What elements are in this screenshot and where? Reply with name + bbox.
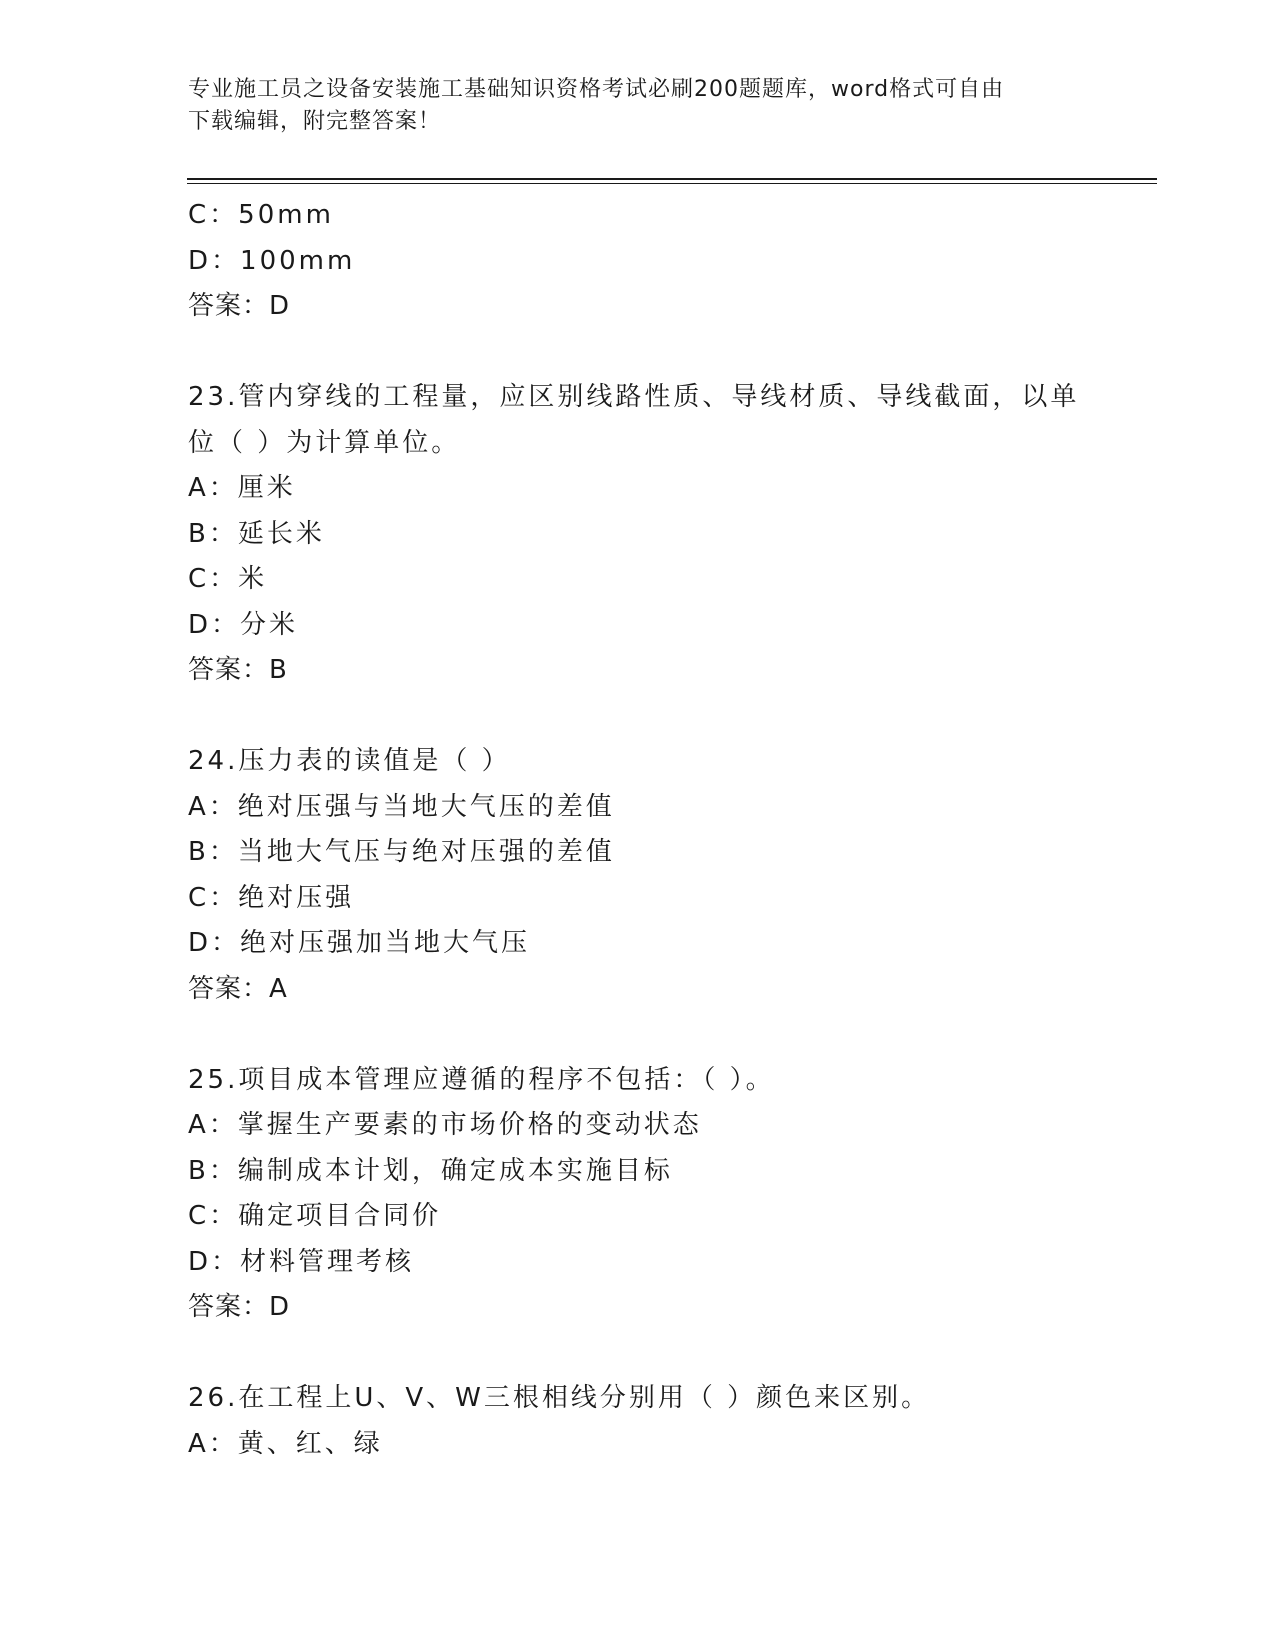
question-spacer: [188, 694, 1108, 740]
question-spacer: [188, 330, 1108, 376]
header-rule-thick: [187, 178, 1157, 180]
question-25: [188, 1058, 1108, 1331]
header-rule-thin: [187, 183, 1157, 184]
option-a: A：黄、红、绿: [188, 1428, 383, 1459]
question-stem-line-1: 23.管内穿线的工程量，应区别线路性质、导线材质、导线截面，以单: [188, 382, 1080, 412]
option-a: A：绝对压强与当地大气压的差值: [188, 791, 615, 822]
question-spacer: [188, 1012, 1108, 1058]
option-d: D：100mm: [188, 245, 356, 276]
answer-line: 答案：A: [188, 973, 288, 1004]
answer-line: 答案：D: [188, 1292, 291, 1322]
question-stem: 24.压力表的读值是（ ）: [188, 746, 511, 776]
option-b: B：当地大气压与绝对压强的差值: [188, 837, 615, 867]
answer-line: 答案：B: [188, 655, 288, 685]
option-b: B：编制成本计划，确定成本实施目标: [188, 1155, 673, 1186]
question-24: [188, 739, 1108, 1012]
question-26: [188, 1376, 1108, 1467]
question-stem: 25.项目成本管理应遵循的程序不包括：（ ）。: [188, 1064, 775, 1095]
option-d: D：材料管理考核: [188, 1246, 415, 1277]
option-c: C：50mm: [188, 200, 334, 230]
header-title-line-1: 专业施工员之设备安装施工基础知识资格考试必刷200题题库，word格式可自由: [188, 77, 1005, 102]
option-c: C：米: [188, 564, 268, 594]
document-header: [188, 74, 1088, 138]
question-stem: 26.在工程上U、V、W三根相线分别用（ ）颜色来区别。: [188, 1383, 931, 1413]
question-22: [188, 193, 1108, 330]
question-stem-line-2: 位（ ）为计算单位。: [188, 427, 461, 458]
question-23: [188, 375, 1108, 694]
option-d: D：分米: [188, 609, 299, 640]
option-a: A：掌握生产要素的市场价格的变动状态: [188, 1110, 702, 1140]
option-a: A：厘米: [188, 473, 296, 503]
question-list: [188, 193, 1108, 1467]
option-d: D：绝对压强加当地大气压: [188, 928, 531, 958]
question-spacer: [188, 1331, 1108, 1377]
option-c: C：绝对压强: [188, 882, 355, 913]
answer-line: 答案：D: [188, 291, 291, 321]
header-title-line-2: 下载编辑，附完整答案！: [188, 109, 442, 134]
option-c: C：确定项目合同价: [188, 1201, 442, 1231]
option-b: B：延长米: [188, 518, 325, 549]
